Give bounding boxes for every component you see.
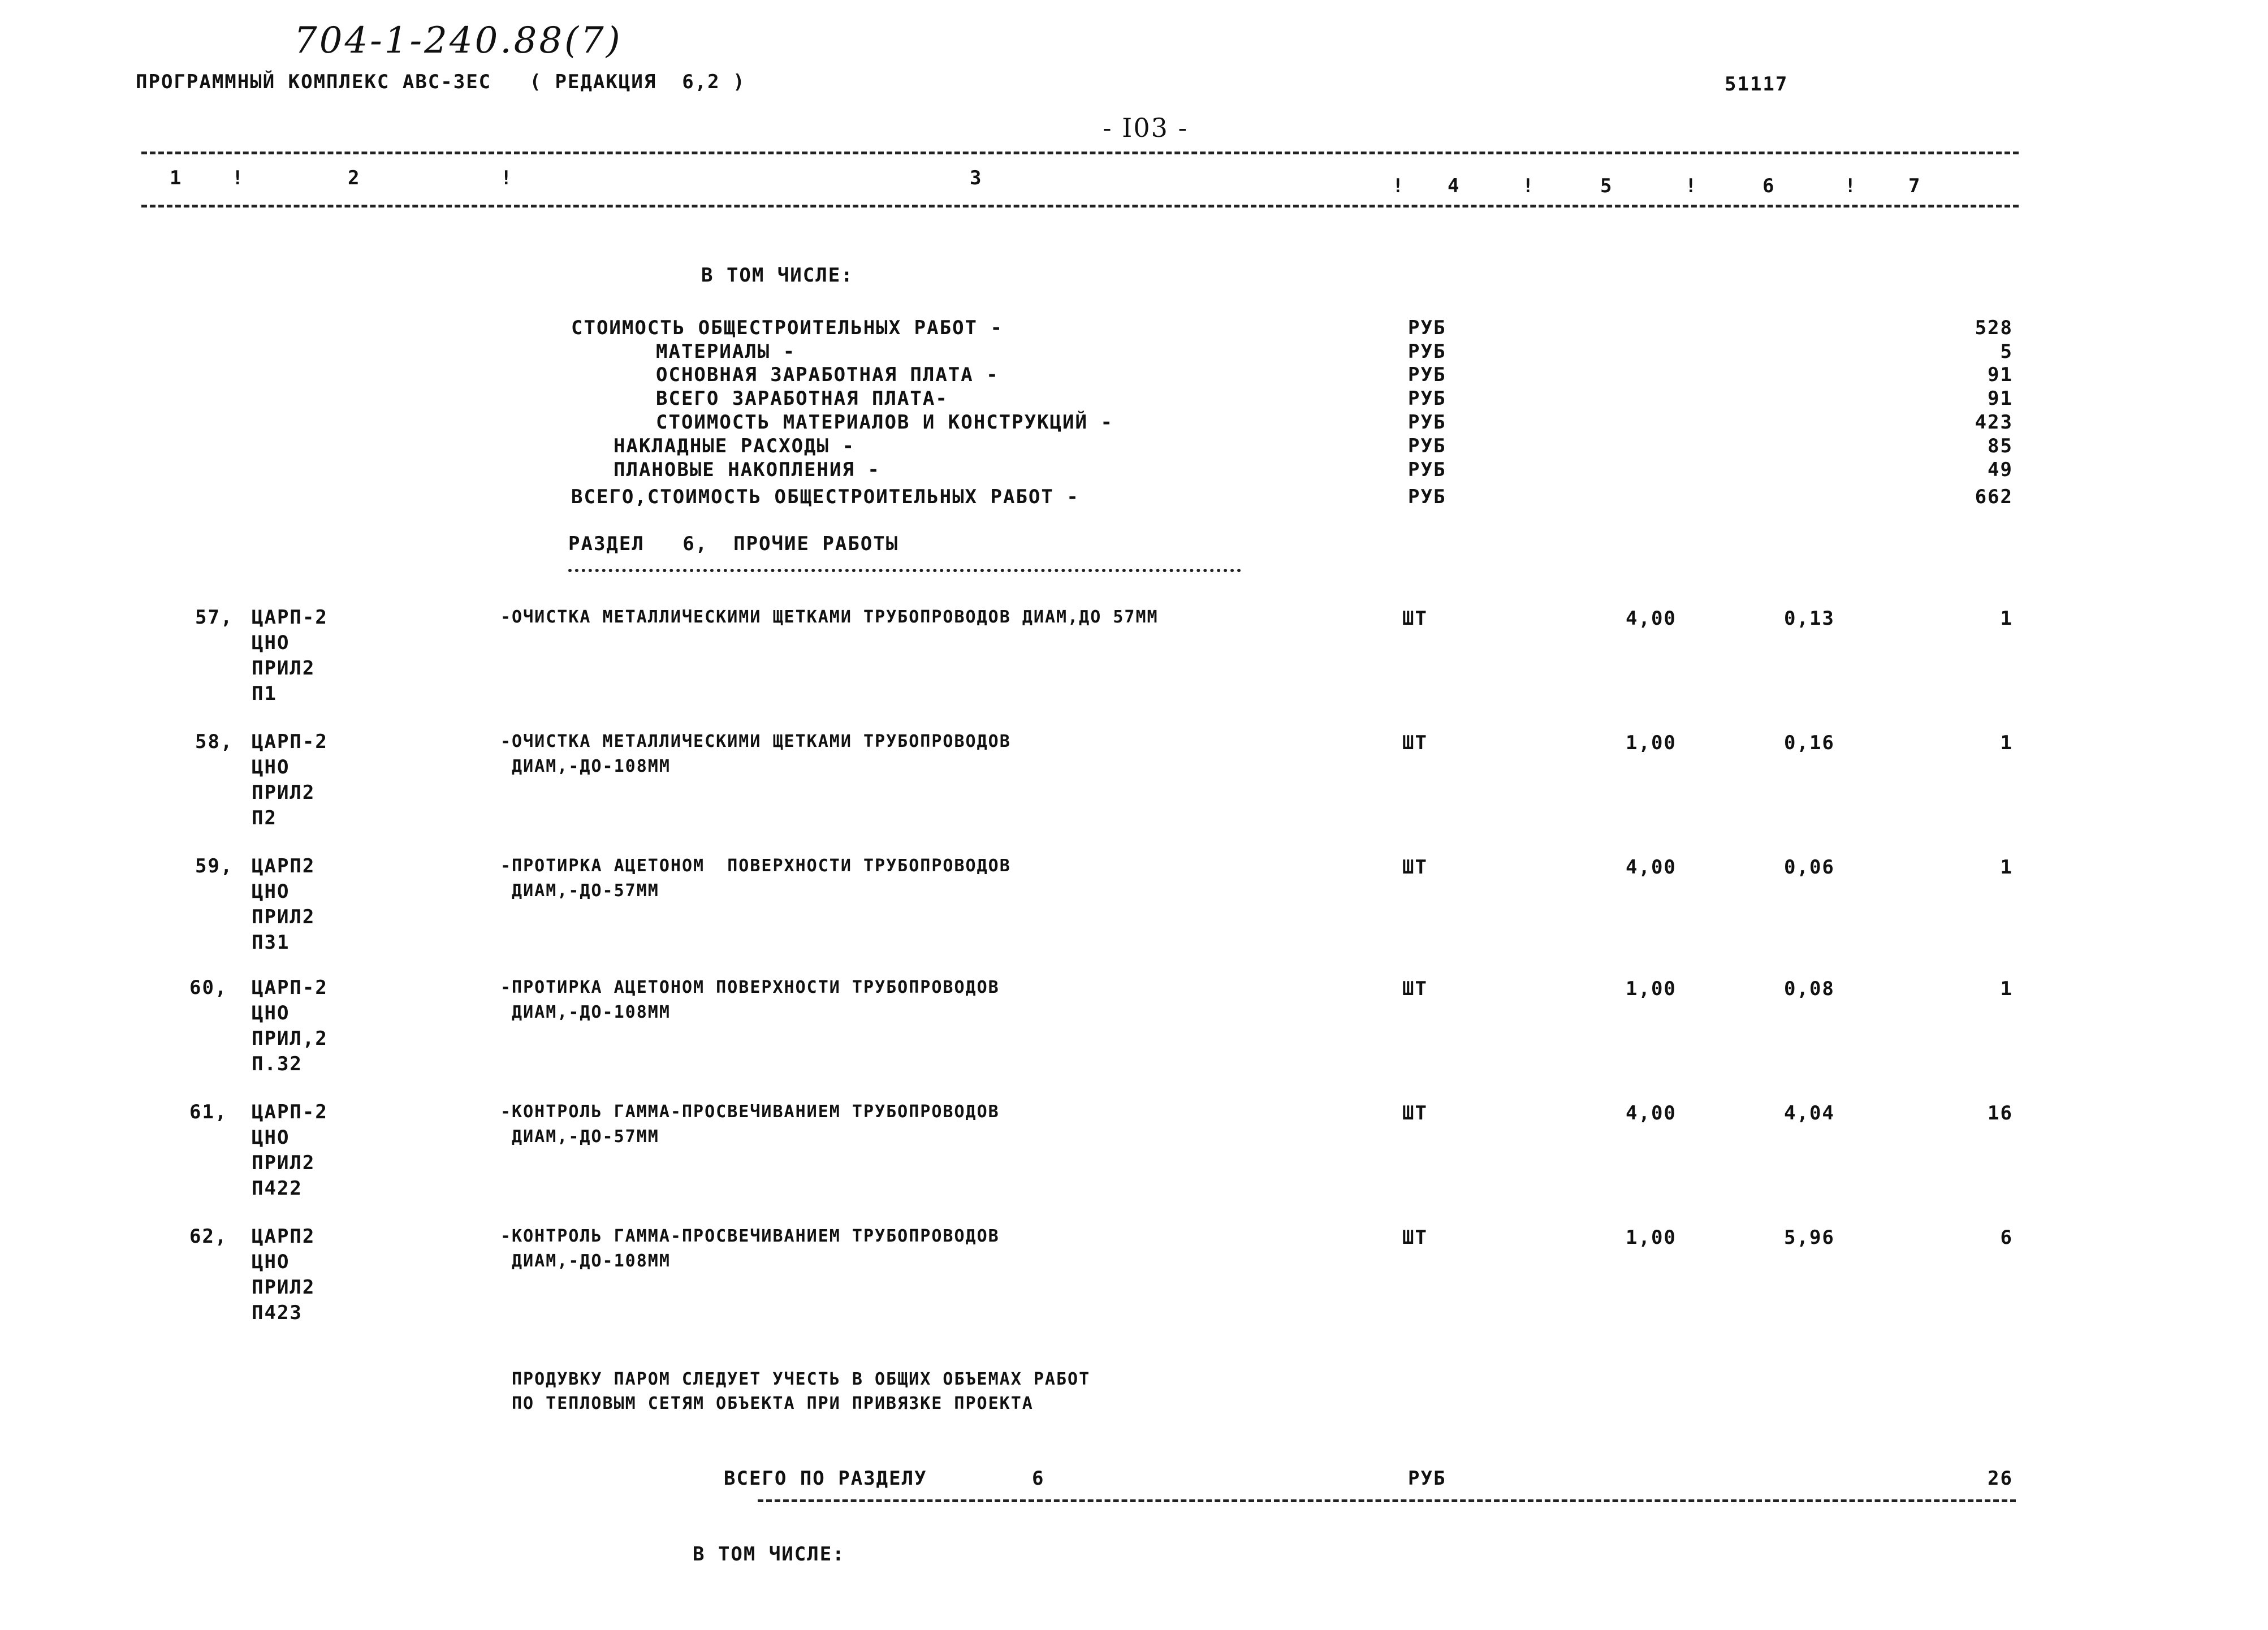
summary-value: 5 [2000, 340, 2013, 363]
item-unit: ШТ [1402, 978, 1428, 1000]
summary-label: СТОИМОСТЬ МАТЕРИАЛОВ И КОНСТРУКЦИЙ - [656, 411, 1113, 434]
col-divider: ! [500, 167, 513, 189]
item-unit: ШТ [1402, 856, 1428, 879]
col-divider: ! [1392, 175, 1405, 197]
item-number: 61, [189, 1101, 228, 1123]
document-number: 51117 [1725, 73, 1789, 96]
item-total: 1 [2000, 978, 2013, 1000]
item-code: ПРИЛ2 [252, 1152, 316, 1174]
item-total: 1 [2000, 732, 2013, 754]
item-unit: ШТ [1402, 1226, 1428, 1249]
item-description: ДИАМ,-ДО-57ММ [500, 1127, 659, 1147]
item-price: 4,04 [1784, 1102, 1835, 1125]
summary-unit: РУБ [1408, 364, 1446, 386]
summary-unit: РУБ [1408, 340, 1446, 363]
item-unit: ШТ [1402, 1102, 1428, 1125]
item-code: П2 [252, 807, 277, 829]
col-header-6: 6 [1762, 175, 1775, 197]
item-code: П31 [252, 931, 290, 954]
item-code: ЦАРП-2 [252, 976, 328, 999]
summary-label: МАТЕРИАЛЫ - [656, 340, 796, 363]
summary-label: ОСНОВНАЯ ЗАРАБОТНАЯ ПЛАТА - [656, 364, 999, 386]
item-quantity: 1,00 [1626, 732, 1677, 754]
summary-value: 528 [1975, 317, 2013, 339]
summary-value: 423 [1975, 411, 2013, 434]
item-unit: ШТ [1402, 607, 1428, 630]
section-title: РАЗДЕЛ 6, ПРОЧИЕ РАБОТЫ [568, 533, 899, 555]
item-unit: ШТ [1402, 732, 1428, 754]
section-total-rule [758, 1499, 2016, 1502]
section-total-label: ВСЕГО ПО РАЗДЕЛУ [724, 1467, 927, 1490]
item-code: ЦАРП-2 [252, 606, 328, 629]
section-underline [568, 569, 1241, 572]
summary-unit: РУБ [1408, 435, 1446, 457]
col-header-1: 1 [170, 167, 183, 189]
item-code: ЦНО [252, 756, 290, 779]
item-description: -КОНТРОЛЬ ГАММА-ПРОСВЕЧИВАНИЕМ ТРУБОПРОВОДОВ [500, 1102, 1000, 1122]
item-code: ЦНО [252, 1251, 290, 1273]
item-number: 60, [189, 976, 228, 999]
item-code: ПРИЛ2 [252, 781, 316, 804]
item-code: ЦНО [252, 1126, 290, 1149]
item-code: ЦАРП-2 [252, 1101, 328, 1123]
summary-value: 662 [1975, 486, 2013, 508]
summary-unit: РУБ [1408, 459, 1446, 481]
item-price: 5,96 [1784, 1226, 1835, 1249]
handwritten-code: 704-1-240.88(7) [294, 20, 623, 62]
item-quantity: 1,00 [1626, 978, 1677, 1000]
summary-unit: РУБ [1408, 486, 1446, 508]
item-code: ЦНО [252, 880, 290, 903]
item-total: 1 [2000, 856, 2013, 879]
section-total-value: 26 [1988, 1467, 2013, 1490]
item-description: -ОЧИСТКА МЕТАЛЛИЧЕСКИМИ ЩЕТКАМИ ТРУБОПРОВОДОВ ДИАМ,ДО 57ММ [500, 607, 1159, 627]
col-header-7: 7 [1908, 175, 1921, 197]
item-code: ПРИЛ,2 [252, 1027, 328, 1050]
item-code: ЦНО [252, 1002, 290, 1024]
item-code: ЦАРП2 [252, 1225, 316, 1248]
item-code: ПРИЛ2 [252, 1276, 316, 1299]
item-description: -КОНТРОЛЬ ГАММА-ПРОСВЕЧИВАНИЕМ ТРУБОПРОВОДОВ [500, 1226, 1000, 1246]
item-code: ЦНО [252, 632, 290, 654]
item-description: ДИАМ,-ДО-108ММ [500, 756, 671, 776]
item-number: 58, [195, 730, 234, 753]
summary-unit: РУБ [1408, 387, 1446, 410]
item-price: 0,06 [1784, 856, 1835, 879]
section-total-number: 6 [1032, 1467, 1045, 1490]
summary-label: ВСЕГО ЗАРАБОТНАЯ ПЛАТА- [656, 387, 948, 410]
note-line: ПО ТЕПЛОВЫМ СЕТЯМ ОБЪЕКТА ПРИ ПРИВЯЗКЕ ПРОЕКТА [512, 1394, 1034, 1413]
item-description: -ПРОТИРКА АЦЕТОНОМ ПОВЕРХНОСТИ ТРУБОПРОВОДОВ [500, 856, 1011, 876]
item-price: 0,08 [1784, 978, 1835, 1000]
summary-unit: РУБ [1408, 317, 1446, 339]
item-total: 6 [2000, 1226, 2013, 1249]
item-description: ДИАМ,-ДО-57ММ [500, 881, 659, 901]
item-quantity: 4,00 [1626, 856, 1677, 879]
item-code: П.32 [252, 1053, 303, 1075]
col-divider: ! [1685, 175, 1698, 197]
col-header-2: 2 [348, 167, 361, 189]
page-number: - I03 - [1103, 113, 1189, 143]
v-tom-chisle-label: В ТОМ ЧИСЛЕ: [701, 264, 854, 287]
item-description: -ОЧИСТКА МЕТАЛЛИЧЕСКИМИ ЩЕТКАМИ ТРУБОПРОВОДОВ [500, 732, 1011, 751]
item-quantity: 1,00 [1626, 1226, 1677, 1249]
col-divider: ! [1844, 175, 1857, 197]
item-description: ДИАМ,-ДО-108ММ [500, 1002, 671, 1022]
summary-unit: РУБ [1408, 411, 1446, 434]
item-quantity: 4,00 [1626, 1102, 1677, 1125]
summary-value: 91 [1988, 387, 2013, 410]
col-header-4: 4 [1448, 175, 1461, 197]
item-code: ПРИЛ2 [252, 906, 316, 928]
item-code: ЦАРП-2 [252, 730, 328, 753]
summary-label: ВСЕГО,СТОИМОСТЬ ОБЩЕСТРОИТЕЛЬНЫХ РАБОТ - [571, 486, 1079, 508]
item-code: П1 [252, 682, 277, 705]
summary-label: ПЛАНОВЫЕ НАКОПЛЕНИЯ - [614, 459, 880, 481]
summary-value: 49 [1988, 459, 2013, 481]
item-description: ДИАМ,-ДО-108ММ [500, 1251, 671, 1271]
item-number: 62, [189, 1225, 228, 1248]
item-price: 0,16 [1784, 732, 1835, 754]
col-header-3: 3 [970, 167, 983, 189]
v-tom-chisle-end-label: В ТОМ ЧИСЛЕ: [693, 1543, 845, 1566]
item-code: ЦАРП2 [252, 855, 316, 877]
summary-label: СТОИМОСТЬ ОБЩЕСТРОИТЕЛЬНЫХ РАБОТ - [571, 317, 1003, 339]
item-description: -ПРОТИРКА АЦЕТОНОМ ПОВЕРХНОСТИ ТРУБОПРОВОДОВ [500, 978, 1000, 997]
item-code: П423 [252, 1302, 303, 1324]
col-divider: ! [1522, 175, 1535, 197]
item-number: 59, [195, 855, 234, 877]
summary-label: НАКЛАДНЫЕ РАСХОДЫ - [614, 435, 855, 457]
item-number: 57, [195, 606, 234, 629]
item-price: 0,13 [1784, 607, 1835, 630]
col-header-5: 5 [1600, 175, 1613, 197]
section-total-unit: РУБ [1408, 1467, 1446, 1490]
item-quantity: 4,00 [1626, 607, 1677, 630]
col-divider: ! [232, 167, 245, 189]
summary-value: 85 [1988, 435, 2013, 457]
program-header: ПРОГРАММНЫЙ КОМПЛЕКС АВС-ЗЕС ( РЕДАКЦИЯ 6,2 ) [136, 71, 746, 93]
item-code: ПРИЛ2 [252, 657, 316, 680]
header-rule-top [141, 152, 2019, 154]
header-rule-bottom [141, 205, 2019, 207]
item-total: 16 [1988, 1102, 2013, 1125]
summary-value: 91 [1988, 364, 2013, 386]
note-line: ПРОДУВКУ ПАРОМ СЛЕДУЕТ УЧЕСТЬ В ОБЩИХ ОБЪЕМАХ РАБОТ [512, 1369, 1091, 1389]
item-total: 1 [2000, 607, 2013, 630]
item-code: П422 [252, 1177, 303, 1200]
